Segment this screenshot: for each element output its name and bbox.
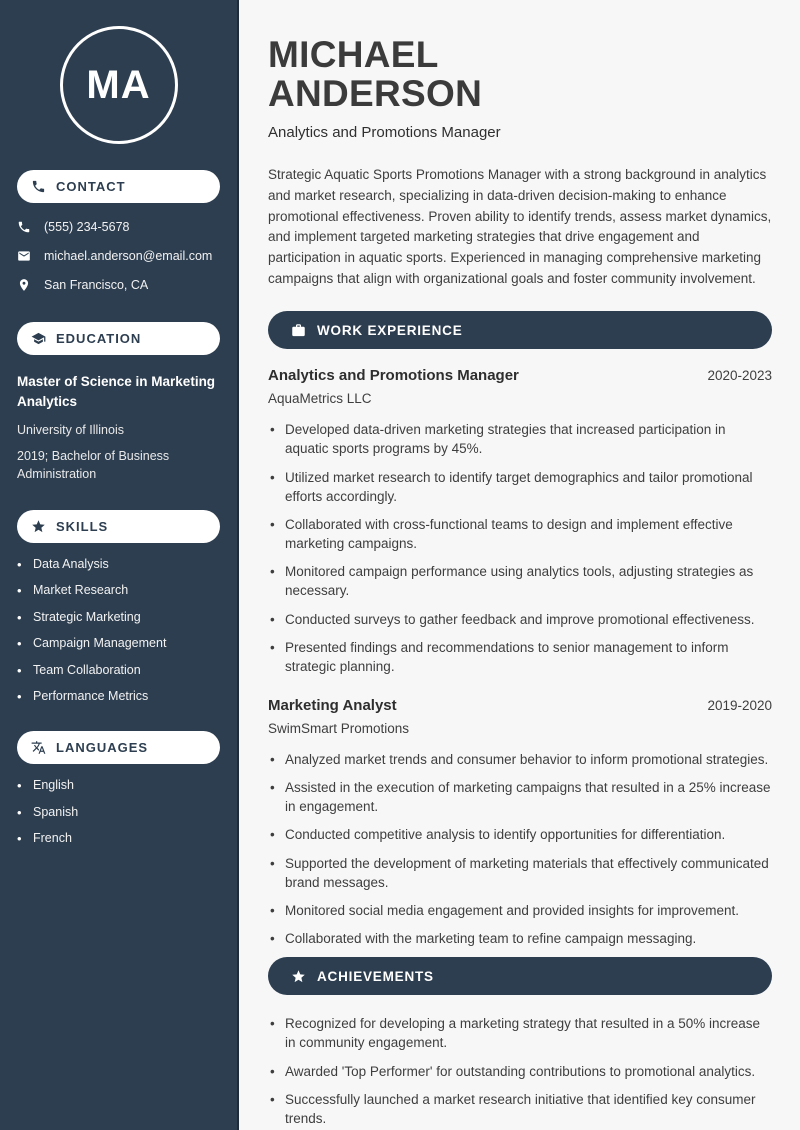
avatar [60,26,178,144]
achievements-list [268,1014,772,1128]
skill-item: • Data Analysis [17,557,220,571]
contact-list [17,218,220,293]
job-bullet: • Developed data-driven marketing strategies that increased participation in aquatic sports programs by 45%. [268,420,772,458]
star-icon [291,969,306,984]
location-text: San Francisco, CA [44,277,149,292]
job-bullet: • Collaborated with cross-functional teams to design and implement effective marketing campaigns. [268,515,772,553]
education-block [17,372,220,483]
job-company: SwimSmart Promotions [268,721,410,736]
job-entry [268,367,772,676]
achievements-section-header [268,957,772,995]
contact-location-row [17,276,220,293]
skills-section-header [17,510,220,543]
languages-header-label: LANGUAGES [56,740,149,756]
email-address: michael.anderson@email.com [44,248,213,263]
job-head [268,367,772,384]
job-bullet: • Supported the development of marketing materials that effectively communicated brand messages. [268,854,772,892]
job-bullet: • Presented findings and recommendations to senior management to inform strategic planning. [268,638,772,676]
achievement-item: • Recognized for developing a marketing strategy that resulted in a 50% increase in community engagement. [268,1014,772,1052]
job-bullet: • Conducted competitive analysis to identify opportunities for differentiation. [268,825,772,844]
skill-item: • Campaign Management [17,636,220,650]
job-bullet: • Monitored social media engagement and provided insights for improvement. [268,901,772,920]
education-degree: Master of Science in Marketing Analytics [17,374,216,410]
contact-phone-row [17,218,220,235]
contact-header-label: CONTACT [56,179,126,194]
job-entry [268,697,772,948]
skill-item: • Market Research [17,583,220,597]
education-school: University of Illinois [17,422,124,437]
avatar-initials: MA [86,62,151,107]
job-bullet-list [268,750,772,948]
language-item: • English [17,778,220,792]
phone-icon [31,179,46,194]
envelope-icon [17,249,31,263]
education-section-header [17,322,220,355]
last-name: ANDERSON [268,73,483,115]
job-dates: 2019-2020 [707,698,772,713]
languages-list [17,778,220,845]
job-bullet: • Collaborated with the marketing team to refine campaign messaging. [268,929,772,948]
job-head [268,697,772,714]
skill-item: • Performance Metrics [17,689,220,703]
work-experience-section-header [268,311,772,349]
job-bullet: • Monitored campaign performance using analytics tools, adjusting strategies as necessary. [268,562,772,600]
job-bullet: • Assisted in the execution of marketing campaigns that resulted in a 25% increase in engagement. [268,778,772,816]
phone-icon [17,220,31,234]
skills-header-label: SKILLS [56,518,109,534]
person-job-title: Analytics and Promotions Manager [268,124,501,142]
job-bullet: • Analyzed market trends and consumer behavior to inform promotional strategies. [268,750,772,769]
education-details: 2019; Bachelor of Business Administration [17,448,170,481]
sidebar [0,0,239,1130]
achievement-item: • Successfully launched a market research initiative that identified key consumer trends. [268,1090,772,1128]
contact-section-header [17,170,220,203]
translate-icon [31,740,46,755]
location-pin-icon [17,278,31,292]
job-bullet: • Conducted surveys to gather feedback and improve promotional effectiveness. [268,610,772,629]
first-name: MICHAEL [268,34,439,75]
language-item: • French [17,831,220,845]
professional-summary: Strategic Aquatic Sports Promotions Manager with a strong background in analytics and market research, specializing in data-driven decision-making to enhance promotional effectiveness. Proven ability to identify trends, assess market dynamics, and implement targeted marketing strategies that drive engagement and participation in aquatic sports. Experienced in managing comprehensive marketing campaigns that align with organizational goals and foster community involvement. [268,167,772,286]
resume-main [239,0,800,1130]
job-bullet-list [268,420,772,676]
contact-email-row [17,247,220,264]
job-title: Marketing Analyst [268,697,397,714]
job-bullet: • Utilized market research to identify target demographics and tailor promotional efforts accordingly. [268,468,772,506]
phone-number: (555) 234-5678 [44,219,130,234]
job-dates: 2020-2023 [707,368,772,384]
achievements-header-label: ACHIEVEMENTS [317,968,434,984]
person-name [268,35,772,113]
education-header-label: EDUCATION [56,331,142,346]
skill-item: • Strategic Marketing [17,610,220,624]
skills-list [17,557,220,704]
languages-section-header [17,731,220,764]
job-company: AquaMetrics LLC [268,391,372,407]
star-icon [31,519,46,534]
achievement-item: • Awarded 'Top Performer' for outstanding contributions to promotional analytics. [268,1062,772,1081]
briefcase-icon [291,323,306,338]
job-title: Analytics and Promotions Manager [268,367,519,385]
language-item: • Spanish [17,805,220,819]
skill-item: • Team Collaboration [17,663,220,677]
graduation-cap-icon [31,331,46,346]
work-experience-header-label: WORK EXPERIENCE [317,322,463,338]
